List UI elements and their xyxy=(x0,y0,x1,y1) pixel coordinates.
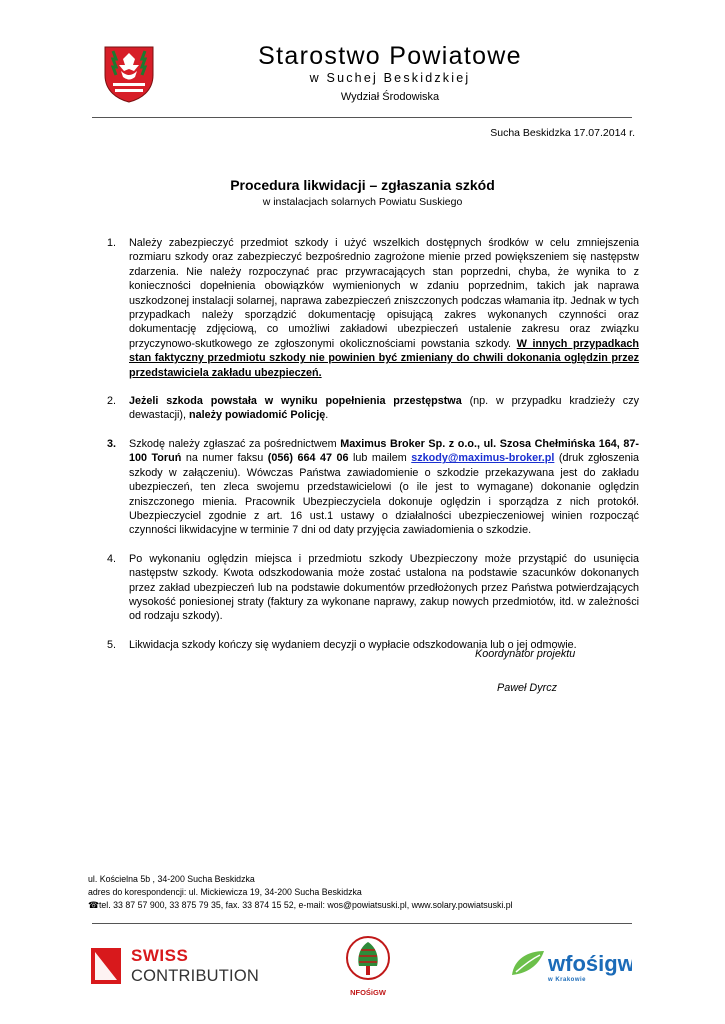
wfosigw-logo xyxy=(510,945,632,985)
contact-line: ☎tel. 33 87 57 900, 33 875 79 35, fax. 33 874 15 52, e-mail: wos@powiatsuski.pl, www.solary.powiatsuski.pl xyxy=(88,900,513,910)
document-subtitle: w instalacjach solarnych Powiatu Suskiego xyxy=(262,196,463,208)
fax-number: (056) 664 47 06 xyxy=(267,452,349,465)
list-item xyxy=(107,394,639,423)
footer-divider xyxy=(92,923,632,924)
signature-name: Paweł Dyrcz xyxy=(497,682,557,694)
wfosigw-location-text: w Krakowie xyxy=(548,977,587,983)
correspondence-address: adres do korespondencji: ul. Mickiewicza 19, 34-200 Sucha Beskidzka xyxy=(88,887,362,897)
item-number: 1. xyxy=(107,237,117,249)
item-text: Szkodę należy zgłaszać za pośrednictwem Maximus Broker Sp. z o.o., ul. Szosa Chełmińska 164, 87-100 Toruń na numer faksu (056) 664 47 06 lub mailem szkody@maximus-broker.pl (druk zgłoszenia szkody w załączeniu). Wówczas Państwa zawiadomienie o szkodzie przekazywana jest do zakładu ubezpieczeń, ten zleca swojemu przedstawicielowi (o ile jest to wymagane) dokonanie oględzin zniszczonego mienia. Pracownik Ubezpieczyciela dokonuje oględzin i sporządza z nich protokół. Ubezpieczyciel zgodnie z art. 16 ust.1 ustawy o działalności ubezpieczeniowej winien rozpocząć czynności likwidacyjne w terminie 7 dni od daty przyjęcia zawiadomienia o szkodzie. xyxy=(129,437,639,537)
item-number: 4. xyxy=(107,552,117,565)
swiss-logo-text: SWISS xyxy=(131,946,189,965)
broker-address: Maximus Broker Sp. z o.o., ul. Szosa Chełmińska 164, 87-100 Toruń xyxy=(129,437,639,465)
item-text: Likwidacja szkody kończy się wydaniem decyzji o wypłacie odszkodowania lub o jej odmowie. xyxy=(129,638,577,651)
procedure-list xyxy=(107,236,639,666)
item-text: Po wykonaniu oględzin miejsca i przedmiotu szkody Ubezpieczony może przystąpić do usunięcia następstw szkody. Kwota odszkodowania może zostać ustalona na podstawie szacunków dokonanych przez zakład ubezpieczeń lub na podstawie dokumentów przedłożonych przez Państwa potwierdzających wysokość poniesionej straty (faktury za wykonane naprawy, zakup nowych przedmiotów, itd. w zależności od rodzaju szkody). xyxy=(129,552,639,623)
department-name: Wydział Środowiska xyxy=(340,91,440,103)
nfosigw-logo xyxy=(345,934,391,998)
list-item xyxy=(107,437,639,538)
item-number: 2. xyxy=(107,395,117,408)
swiss-contribution-logo xyxy=(91,948,271,993)
item-emphasis: W innych przypadkach stan faktyczny przedmiotu szkody nie powinien być zmieniany do chwili dokonania oględzin przez przedstawiciela zakładu ubezpieczeń. xyxy=(129,337,639,379)
claims-email-link[interactable]: szkody@maximus-broker.pl xyxy=(411,452,555,465)
item-number: 3. xyxy=(107,437,117,450)
header-divider xyxy=(92,117,632,118)
telephone-icon: ☎ xyxy=(88,900,99,910)
address-line: ul. Kościelna 5b , 34-200 Sucha Beskidzka xyxy=(88,874,255,884)
org-subtitle: w Suchej Beskidzkiej xyxy=(309,71,471,85)
swiss-flag-icon xyxy=(91,948,121,984)
county-crest-icon xyxy=(103,45,155,103)
document-date: Sucha Beskidzka 17.07.2014 r. xyxy=(490,127,635,139)
nfosigw-logo-text: NFOŚiGW xyxy=(350,988,386,997)
wfosigw-leaf-icon xyxy=(510,945,632,979)
footer-address xyxy=(88,873,513,912)
org-title: Starostwo Powiatowe xyxy=(258,42,522,70)
item-text: Jeżeli szkoda powstała w wyniku popełnienia przestępstwa (np. w przypadku kradzieży czy dewastacji), należy powiadomić Policję. xyxy=(129,395,639,422)
contribution-logo-text: CONTRIBUTION xyxy=(131,967,259,985)
document-title: Procedura likwidacji – zgłaszania szkód xyxy=(230,177,495,193)
nfosigw-emblem-icon xyxy=(345,934,391,988)
wfosigw-logo-text: wfośigw xyxy=(548,951,632,976)
signature-role: Koordynator projektu xyxy=(475,648,576,660)
list-item xyxy=(107,236,639,380)
item-number: 5. xyxy=(107,638,117,651)
list-item xyxy=(107,552,639,624)
item-text: Należy zabezpieczyć przedmiot szkody i użyć wszelkich dostępnych środków w celu zmniejszenia rozmiaru szkody oraz zabezpieczyć bezpośrednio zagrożone mienie przed powiększeniem się następstw zdarzenia. Nie należy rozpoczynać prac przywracających stan poprzedni, chyba, że wynika to z konieczności dopełnienia obowiązków wymienionych w zdaniu poprzednim, takich jak naprawa uszkodzonej instalacji solarnej, naprawa zabezpieczeń zniszczonych podczas włamania itp. Jednak w tych przypadkach należy sporządzić dokumentację opisującą zakres wykonanych czynności oraz dokumentację zdjęciową, co umożliwi zakładowi ubezpieczeń ustalenie zakresu oraz związku przyczynowo-skutkowego ze zgłoszonymi okolicznościami powstania szkody. W innych przypadkach stan faktyczny przedmiotu szkody nie powinien być zmieniany do chwili dokonania oględzin przez przedstawiciela zakładu ubezpieczeń. xyxy=(129,237,639,379)
